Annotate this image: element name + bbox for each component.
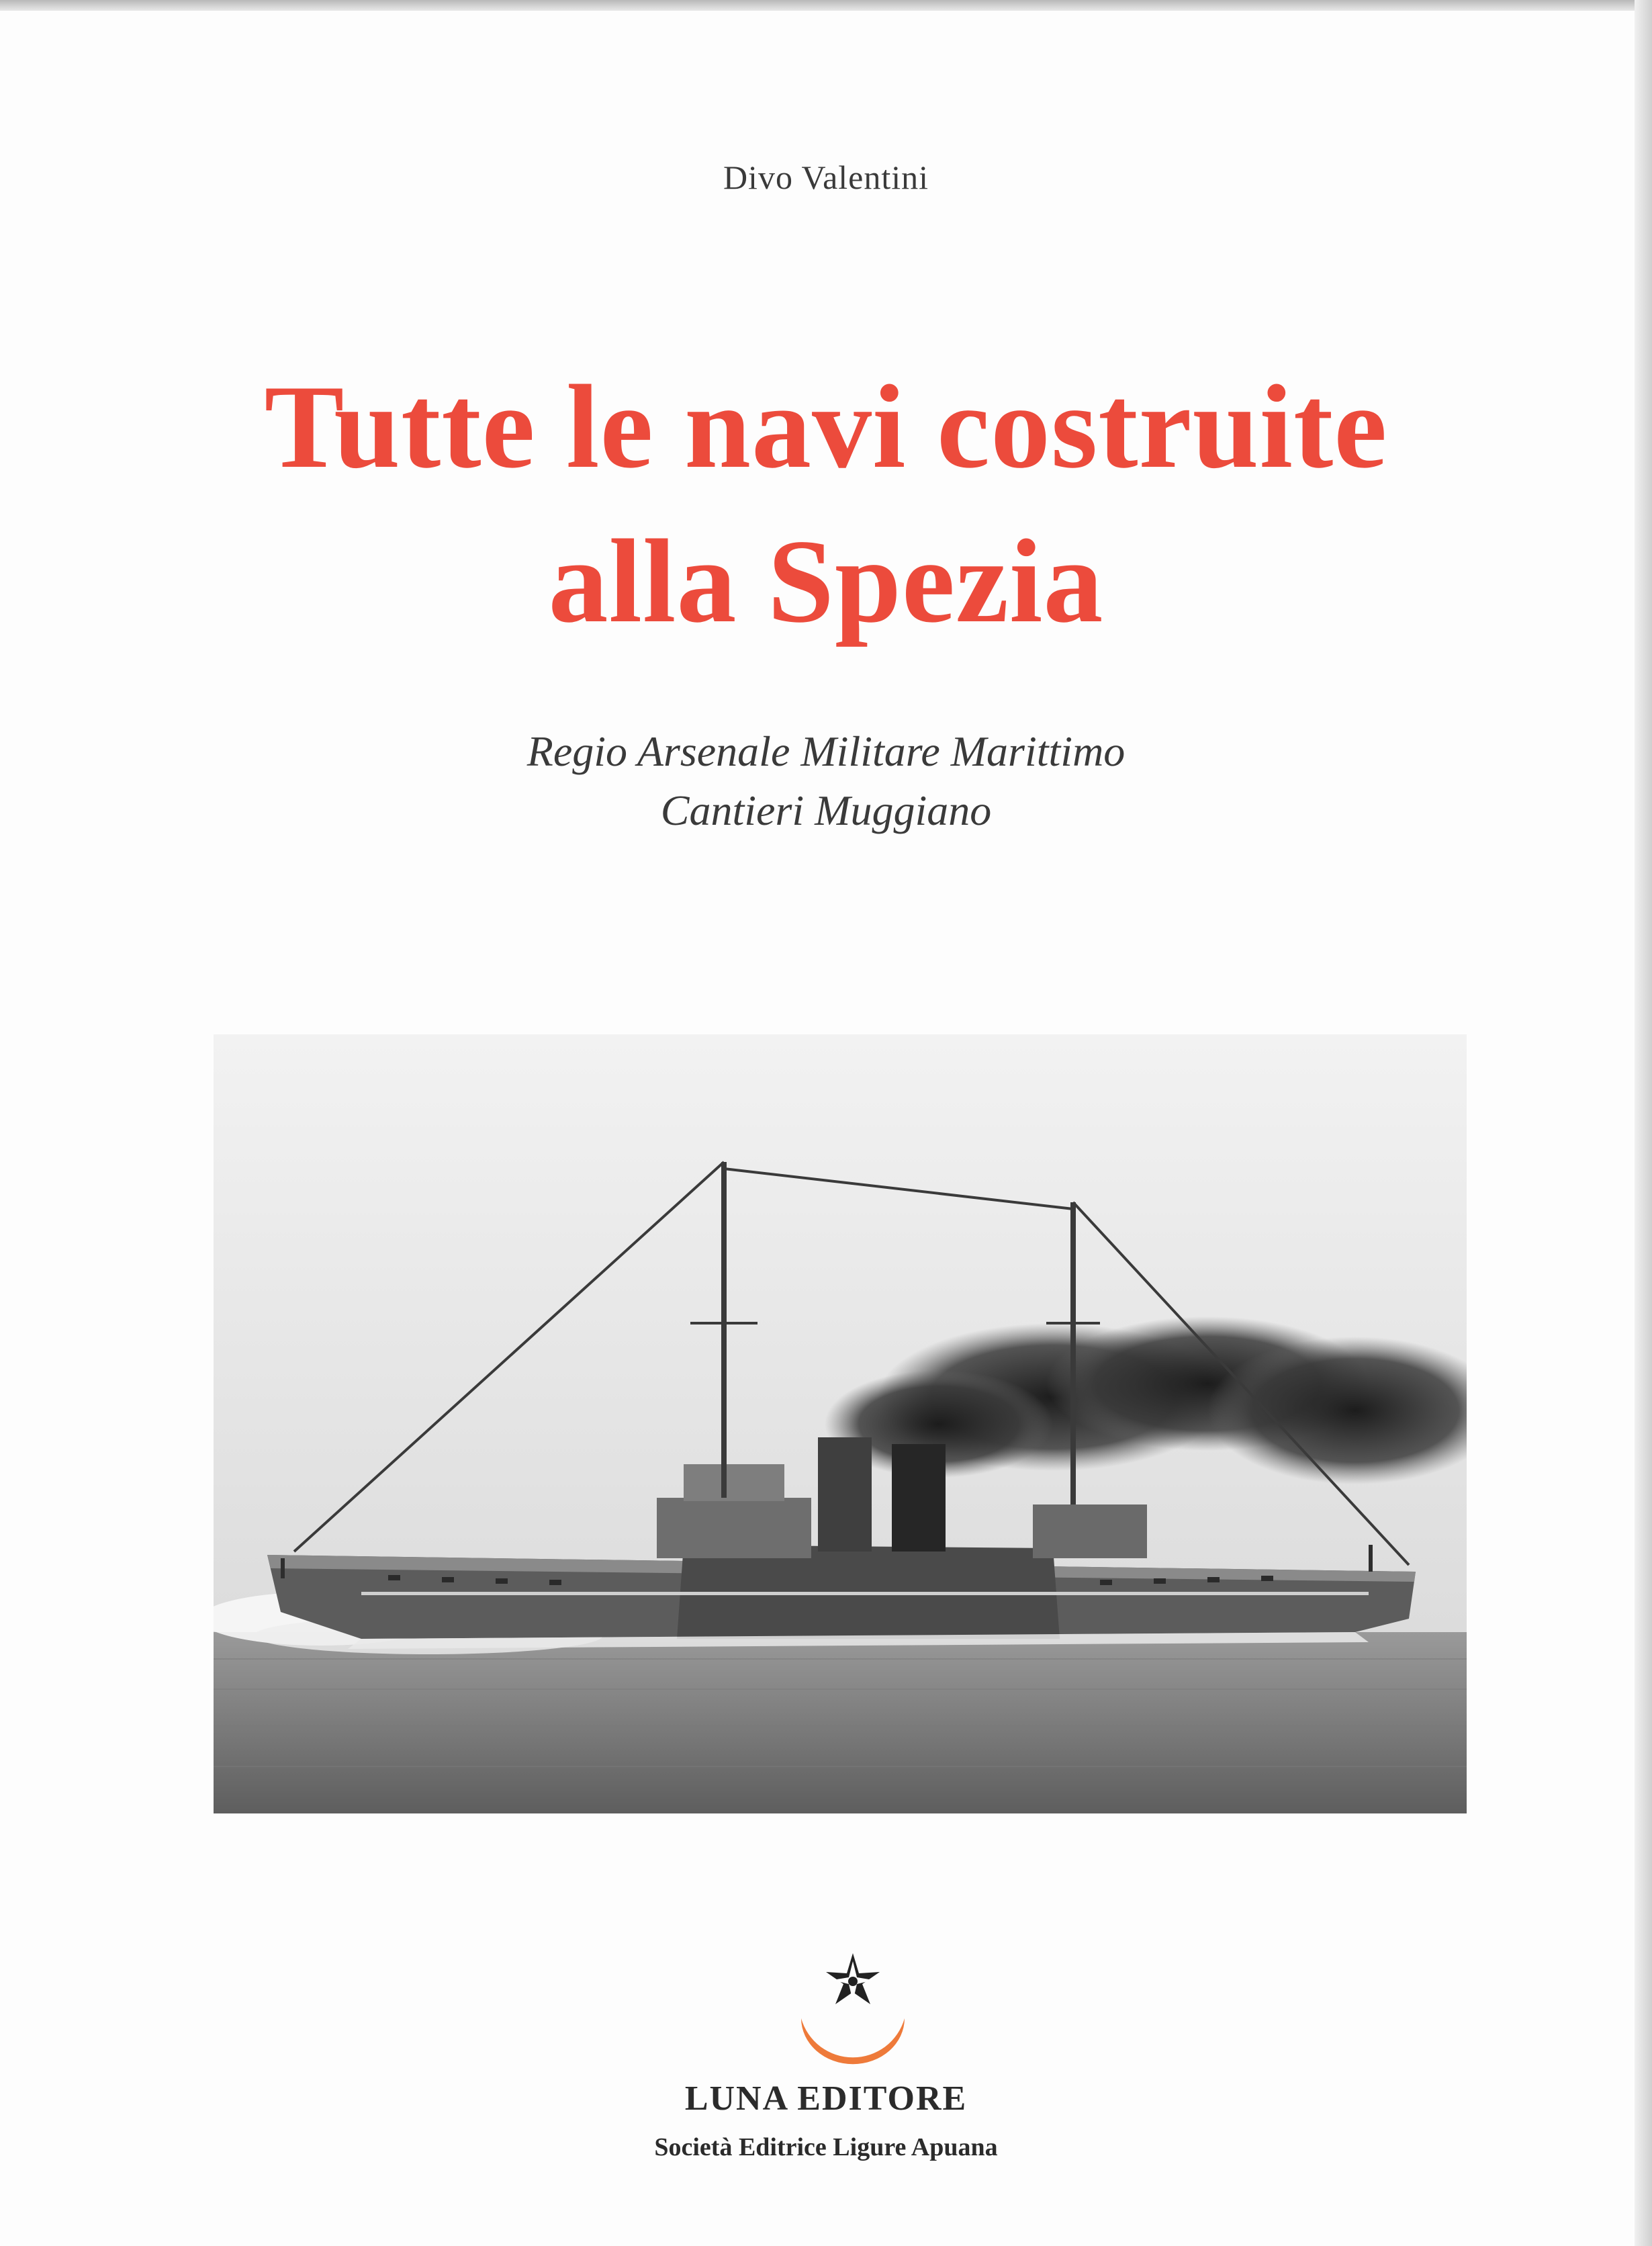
scan-edge-right [1635,0,1652,2246]
publisher-subtitle: Società Editrice Ligure Apuana [654,2133,998,2161]
star-crescent-logo [789,1944,917,2079]
author-name: Divo Valentini [723,159,929,196]
subtitle-line-2: Cantieri Muggiano [660,787,992,834]
subtitle-line-1: Regio Arsenale Militare Marittimo [526,727,1126,775]
scan-edge-top [0,0,1652,11]
star-crescent-logo-icon [789,1944,917,2079]
book-title [0,349,1652,658]
battleship-photo-image [214,1034,1467,1813]
battleship-photo [214,1034,1467,1813]
publisher-name: LUNA EDITORE [684,2079,968,2118]
book-subtitle [0,722,1652,840]
title-line-2: alla Spezia [548,514,1104,647]
title-line-1: Tutte le navi costruite [264,360,1388,493]
